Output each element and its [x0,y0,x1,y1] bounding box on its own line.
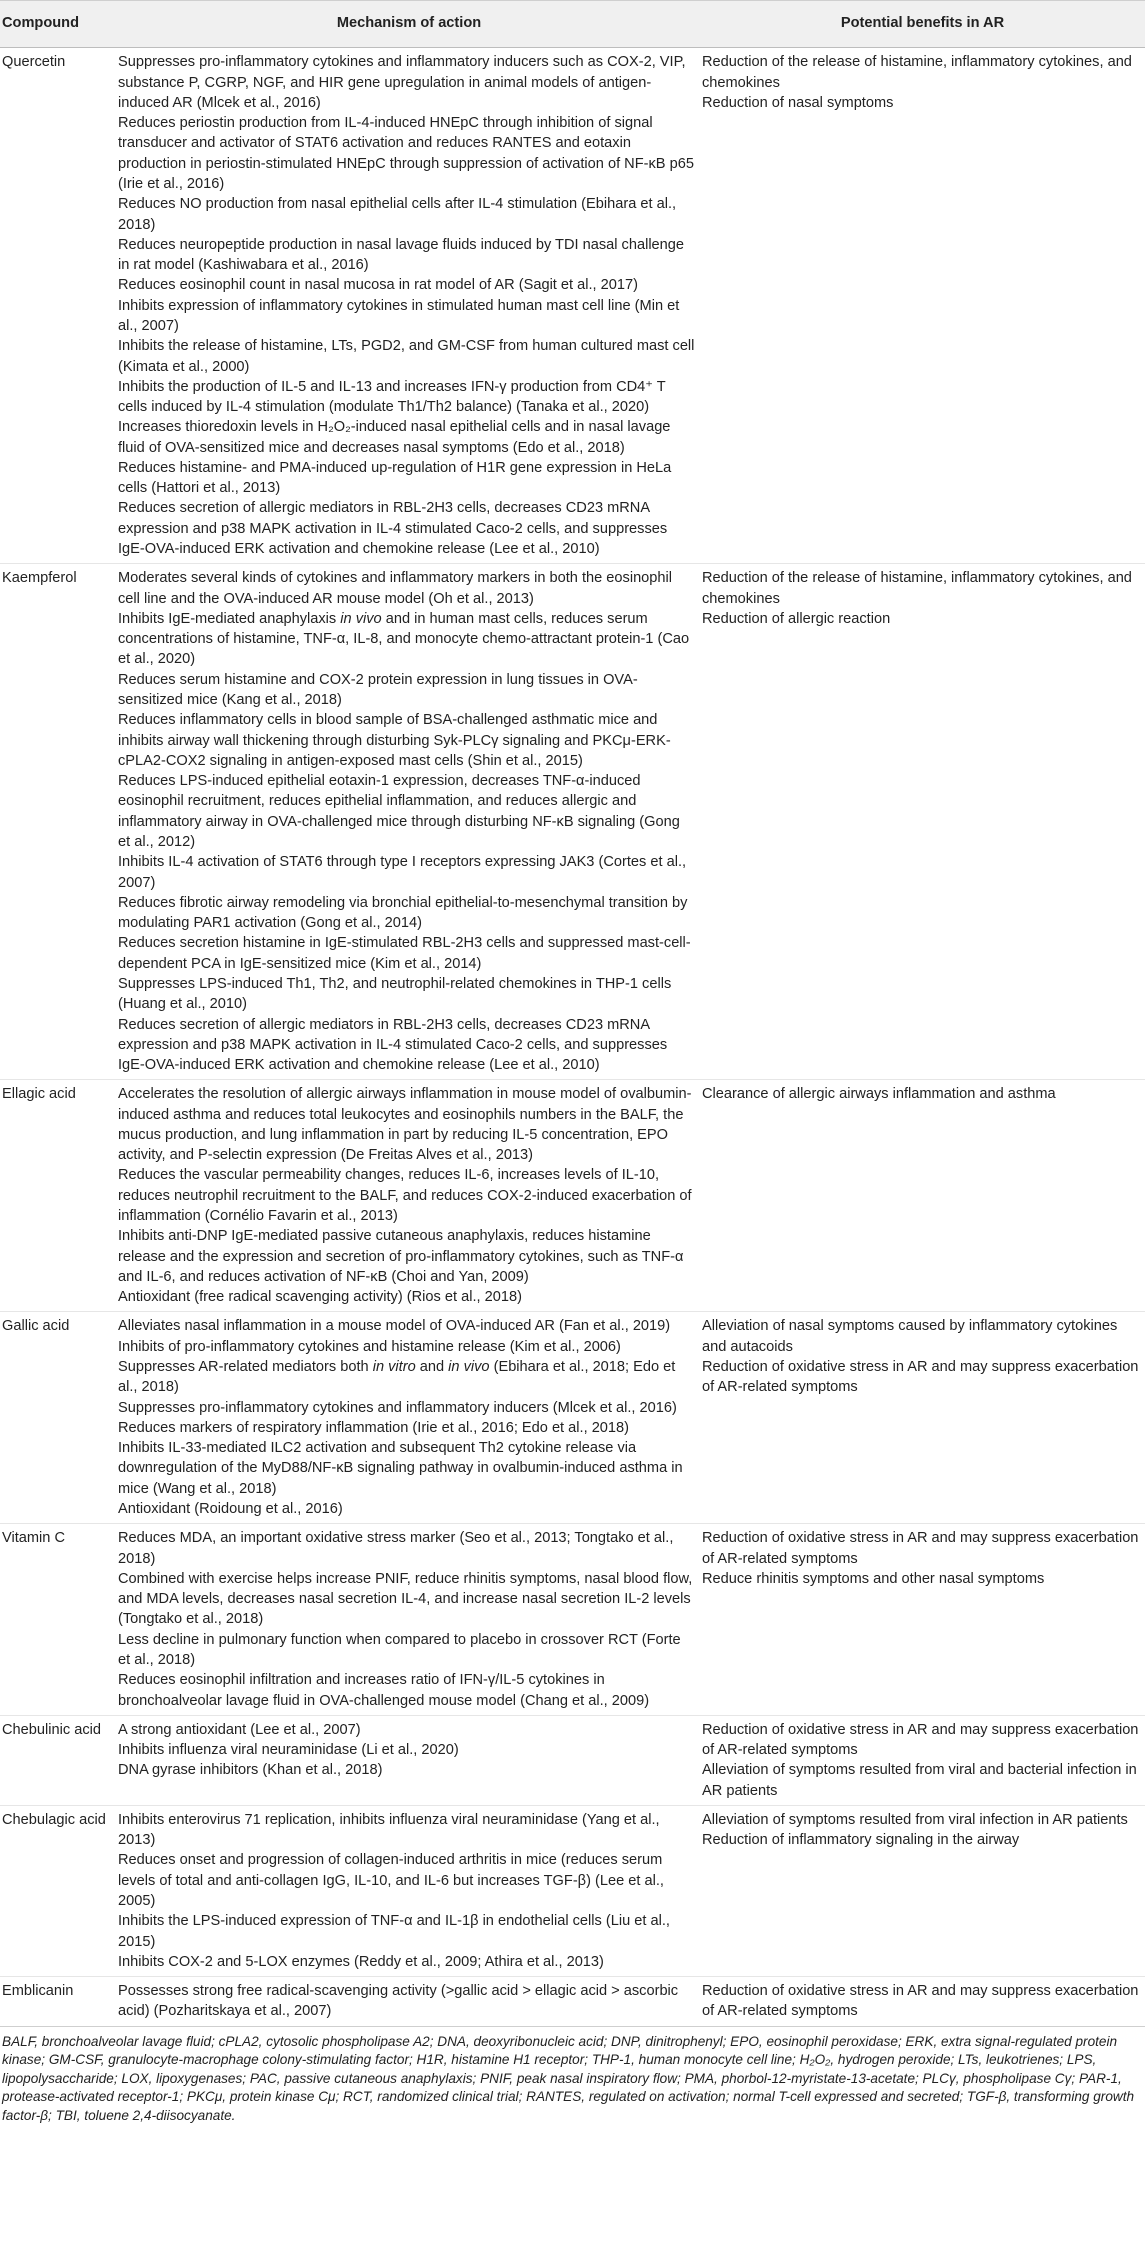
benefit-cell [702,1524,1145,1716]
mechanism-item: Inhibits of pro-inflammatory cytokines and histamine release (Kim et al., 2006) [118,1338,621,1355]
mechanism-cell [118,1715,702,1805]
mechanism-item: Reduces periostin production from IL-4-induced HNEpC through inhibition of signal transducer and activator of STAT6 activation and reduces RANTES and eotaxin production in periostin-stimulated HNEpC through suppression of activation of NF-κB p65 (Irie et al., 2016) [118,115,694,192]
benefit-item: Alleviation of symptoms resulted from viral and bacterial infection in AR patients [702,1762,1137,1799]
mechanism-item: Antioxidant (Roidoung et al., 2016) [118,1500,343,1517]
mechanism-item: DNA gyrase inhibitors (Khan et al., 2018) [118,1762,383,1779]
mechanism-item: Reduces onset and progression of collagen-induced arthritis in mice (reduces serum levels of total and anti-collagen IgG, IL-10, and IL-6 but increases TGF-β) (Lee et al., 2005) [118,1852,664,1910]
compound-cell: Emblicanin [0,1977,118,2026]
mechanism-cell [118,1312,702,1524]
benefit-cell [702,564,1145,1080]
benefit-cell [702,1805,1145,1976]
header-compound: Compound [0,1,118,48]
mechanism-item: Possesses strong free radical-scavenging activity (>gallic acid > ellagic acid > ascorbic acid) (Pozharitskaya et al., 2007) [118,1983,679,2020]
benefit-item: Reduce rhinitis symptoms and other nasal symptoms [702,1570,1045,1587]
mechanism-item: Reduces the vascular permeability changes, reduces IL-6, increases levels of IL-10, reduces neutrophil recruitment to the BALF, and reduces COX-2-induced exacerbation of inflammation (Cornélio Favarin et al., 2013) [118,1167,692,1225]
mechanism-item: Moderates several kinds of cytokines and inflammatory markers in both the eosinophil cell line and the OVA-induced AR mouse model (Oh et al., 2013) [118,570,673,607]
table-row [0,1524,1145,1716]
mechanism-cell [118,1805,702,1976]
benefit-cell [702,1715,1145,1805]
compound-cell: Quercetin [2,54,66,71]
compound-cell: Chebulagic acid [0,1805,118,1976]
benefit-item: Alleviation of nasal symptoms caused by inflammatory cytokines and autacoids [702,1318,1118,1355]
mechanism-item: Suppresses pro-inflammatory cytokines and inflammatory inducers (Mlcek et al., 2016) [118,1399,677,1416]
benefit-item: Reduction of allergic reaction [702,610,891,627]
compound-cell: Gallic acid [0,1312,118,1524]
mechanism-item: Reduces LPS-induced epithelial eotaxin-1 expression, decreases TNF-α-induced eosinophil recruitment, reduces epithelial inflammation, and reduces allergic and inflammatory airway in OVA-challenged mice through disturbing NF-κB signaling (Gong et al., 2012) [118,773,680,850]
benefit-item: Reduction of inflammatory signaling in the airway [702,1832,1020,1849]
benefit-item: Reduction of oxidative stress in AR and may suppress exacerbation of AR-related symptoms [702,1530,1139,1567]
benefit-item: Reduction of oxidative stress in AR and may suppress exacerbation of AR-related symptoms [702,1721,1139,1759]
mechanism-item: Reduces eosinophil infiltration and increases ratio of IFN-γ/IL-5 cytokines in bronchoalveolar lavage fluid in OVA-challenged mouse model (Chang et al., 2009) [118,1672,650,1709]
mechanism-item: Alleviates nasal inflammation in a mouse model of OVA-induced AR (Fan et al., 2019) [118,1318,671,1335]
table-row [0,1312,1145,1524]
table-row [0,564,1145,1080]
benefit-item: Reduction of oxidative stress in AR and may suppress exacerbation of AR-related symptoms [702,1359,1139,1396]
mechanism-item: Inhibits IL-4 activation of STAT6 through type I receptors expressing JAK3 (Cortes et al., 2007) [118,854,687,891]
table-header-row [0,1,1145,48]
mechanism-cell [118,564,702,1080]
mechanism-item: Suppresses pro-inflammatory cytokines and inflammatory inducers such as COX-2, VIP, substance P, CGRP, NGF, and HIR gene upregulation in animal models of antigen-induced AR (Mlcek et al., 2016) [118,54,686,111]
mechanism-item: Reduces NO production from nasal epithelial cells after IL-4 stimulation (Ebihara et al., 2018) [118,196,677,233]
mechanism-item: Reduces secretion of allergic mediators in RBL-2H3 cells, decreases CD23 mRNA expression and p38 MAPK activation in IL-4 stimulated Caco-2 cells, and suppresses IgE-OVA-induced ERK activation and chemokine release (Lee et al., 2010) [118,500,668,558]
benefit-item: Reduction of nasal symptoms [702,94,894,111]
mechanism-cell [118,1524,702,1716]
benefit-item: Clearance of allergic airways inflammation and asthma [702,1086,1056,1103]
mechanism-item: Combined with exercise helps increase PNIF, reduce rhinitis symptoms, nasal blood flow, and MDA levels, decreases nasal secretion IL-4, and increase nasal secretion IL-2 levels (Tongtako et al., 2018) [118,1570,693,1628]
mechanism-item: Accelerates the resolution of allergic airways inflammation in mouse model of ovalbumin-induced asthma and reduces total leukocytes and eosinophils numbers in the BALF, the mucus production, and lung inflammation in part by reducing IL-5 concentration, EPO activity, and P-selectin expression (De Freitas Alves et al., 2013) [118,1086,692,1164]
mechanism-item: Inhibits IL-33-mediated ILC2 activation and subsequent Th2 cytokine release via downregulation of the MyD88/NF-κB signaling pathway in ovalbumin-induced asthma in mice (Wang et al., 2018) [118,1440,683,1497]
mechanism-item: Inhibits the release of histamine, LTs, PGD2, and GM-CSF from human cultured mast cell (Kimata et al., 2000) [118,338,695,375]
table-row [0,1805,1145,1976]
compound-cell: Vitamin C [0,1524,118,1716]
table-footnote: BALF, bronchoalveolar lavage fluid; cPLA2, cytosolic phospholipase A2; DNA, deoxyribonucleic acid; DNP, dinitrophenyl; EPO, eosinophil peroxidase; ERK, extra signal-regulated protein kinase; GM-CSF, granulocyte-macrophage colony-stimulating factor; H1R, histamine H1 receptor; THP-1, human monocyte cell line; H₂O₂, hydrogen peroxide; LTs, leukotrienes; LPS, lipopolysaccharide; LOX, lipoxygenases; PAC, passive cutaneous anaphylaxis; PNIF, peak nasal inspiratory flow; PMA, phorbol-12-myristate-13-acetate; PLCγ, phospholipase Cγ; PAR-1, protease-activated receptor-1; PKCμ, protein kinase Cμ; RCT, randomized clinical trial; RANTES, regulated on activation; normal T-cell expressed and secreted; TGF-β, transforming growth factor-β; TBI, toluene 2,4-diisocyanate. [0,2026,1145,2125]
mechanism-item: Inhibits influenza viral neuraminidase (Li et al., 2020) [118,1742,459,1759]
mechanism-item: Antioxidant (free radical scavenging activity) (Rios et al., 2018) [118,1289,522,1306]
table-row [0,48,1145,564]
mechanism-item: Reduces histamine- and PMA-induced up-regulation of H1R gene expression in HeLa cells (Hattori et al., 2013) [118,459,672,497]
mechanism-cell [118,1080,702,1312]
mechanism-item: Inhibits the LPS-induced expression of TNF-α and IL-1β in endothelial cells (Liu et al., 2015) [118,1913,670,1950]
mechanism-item: Increases thioredoxin levels in H₂O₂-induced nasal epithelial cells and in nasal lavage fluid of OVA-sensitized mice and decreases nasal symptoms (Edo et al., 2018) [118,419,671,456]
table-body [0,48,1145,2026]
mechanism-item: A strong antioxidant (Lee et al., 2007) [118,1721,361,1738]
mechanism-item: Reduces inflammatory cells in blood sample of BSA-challenged asthmatic mice and inhibits airway wall thickening through disturbing Syk-PLCγ signaling and PKCμ-ERK-cPLA2-COX2 signaling in antigen-exposed mast cells (Shin et al., 2015) [118,712,671,769]
table-row [0,1080,1145,1312]
mechanism-item: Less decline in pulmonary function when compared to placebo in crossover RCT (Forte et al., 2018) [118,1631,681,1668]
benefit-cell [702,1977,1145,2026]
compound-cell: Chebulinic acid [0,1715,118,1805]
benefit-item: Reduction of oxidative stress in AR and may suppress exacerbation of AR-related symptoms [702,1983,1139,2020]
benefit-item: Reduction of the release of histamine, inflammatory cytokines, and chemokines [702,54,1132,91]
mechanism-item: Inhibits COX-2 and 5-LOX enzymes (Reddy et al., 2009; Athira et al., 2013) [118,1953,604,1970]
compound-cell: Kaempferol [0,564,118,1080]
mechanism-item: Reduces secretion of allergic mediators in RBL-2H3 cells, decreases CD23 mRNA expression and p38 MAPK activation in IL-4 stimulated Caco-2 cells, and suppresses IgE-OVA-induced ERK activation and chemokine release (Lee et al., 2010) [118,1016,668,1074]
benefit-cell [702,48,1145,564]
header-benefits: Potential benefits in AR [702,1,1145,48]
mechanism-item: Reduces eosinophil count in nasal mucosa in rat model of AR (Sagit et al., 2017) [118,277,638,294]
table-row [0,1977,1145,2026]
mechanism-item: Reduces fibrotic airway remodeling via bronchial epithelial-to-mesenchymal transition by modulating PAR1 activation (Gong et al., 2014) [118,894,688,932]
mechanism-item: Inhibits expression of inflammatory cytokines in stimulated human mast cell line (Min et al., 2007) [118,297,680,334]
mechanism-item: Suppresses AR-related mediators both in vitro and in vivo (Ebihara et al., 2018; Edo et al., 2018) [118,1359,676,1396]
mechanism-item: Inhibits enterovirus 71 replication, inhibits influenza viral neuraminidase (Yang et al., 2013) [118,1811,660,1849]
mechanism-item: Inhibits the production of IL-5 and IL-13 and increases IFN-γ production from CD4⁺ T cells induced by IL-4 stimulation (modulate Th1/Th2 balance) (Tanaka et al., 2020) [118,378,666,416]
mechanism-item: Reduces secretion histamine in IgE-stimulated RBL-2H3 cells and suppressed mast-cell-dependent PCA in IgE-sensitized mice (Kim et al., 2014) [118,935,691,972]
mechanism-item: Suppresses LPS-induced Th1, Th2, and neutrophil-related chemokines in THP-1 cells (Huang et al., 2010) [118,975,672,1013]
benefit-item: Alleviation of symptoms resulted from viral infection in AR patients [702,1811,1128,1828]
mechanism-item: Inhibits IgE-mediated anaphylaxis in vivo and in human mast cells, reduces serum concentrations of histamine, TNF-α, IL-8, and monocyte chemo-attractant protein-1 (Cao et al., 2020) [118,610,690,668]
benefit-cell [702,1312,1145,1524]
table-row [0,1715,1145,1805]
mechanism-item: Reduces markers of respiratory inflammation (Irie et al., 2016; Edo et al., 2018) [118,1419,630,1436]
mechanism-cell [118,1977,702,2026]
benefit-cell [702,1080,1145,1312]
mechanism-item: Reduces MDA, an important oxidative stress marker (Seo et al., 2013; Tongtako et al., 2018) [118,1530,674,1567]
mechanism-item: Reduces serum histamine and COX-2 protein expression in lung tissues in OVA-sensitized mice (Kang et al., 2018) [118,671,638,708]
mechanism-item: Reduces neuropeptide production in nasal lavage fluids induced by TDI nasal challenge in rat model (Kashiwabara et al., 2016) [118,236,685,274]
mechanism-cell [118,48,702,564]
compound-cell: Ellagic acid [0,1080,118,1312]
benefit-item: Reduction of the release of histamine, inflammatory cytokines, and chemokines [702,570,1132,607]
mechanism-item: Inhibits anti-DNP IgE-mediated passive cutaneous anaphylaxis, reduces histamine release and the expression and secretion of pro-inflammatory cytokines, such as TNF-α and IL-6, and reduces activation of NF-κB (Choi and Yan, 2009) [118,1228,684,1285]
header-mechanism: Mechanism of action [118,1,702,48]
